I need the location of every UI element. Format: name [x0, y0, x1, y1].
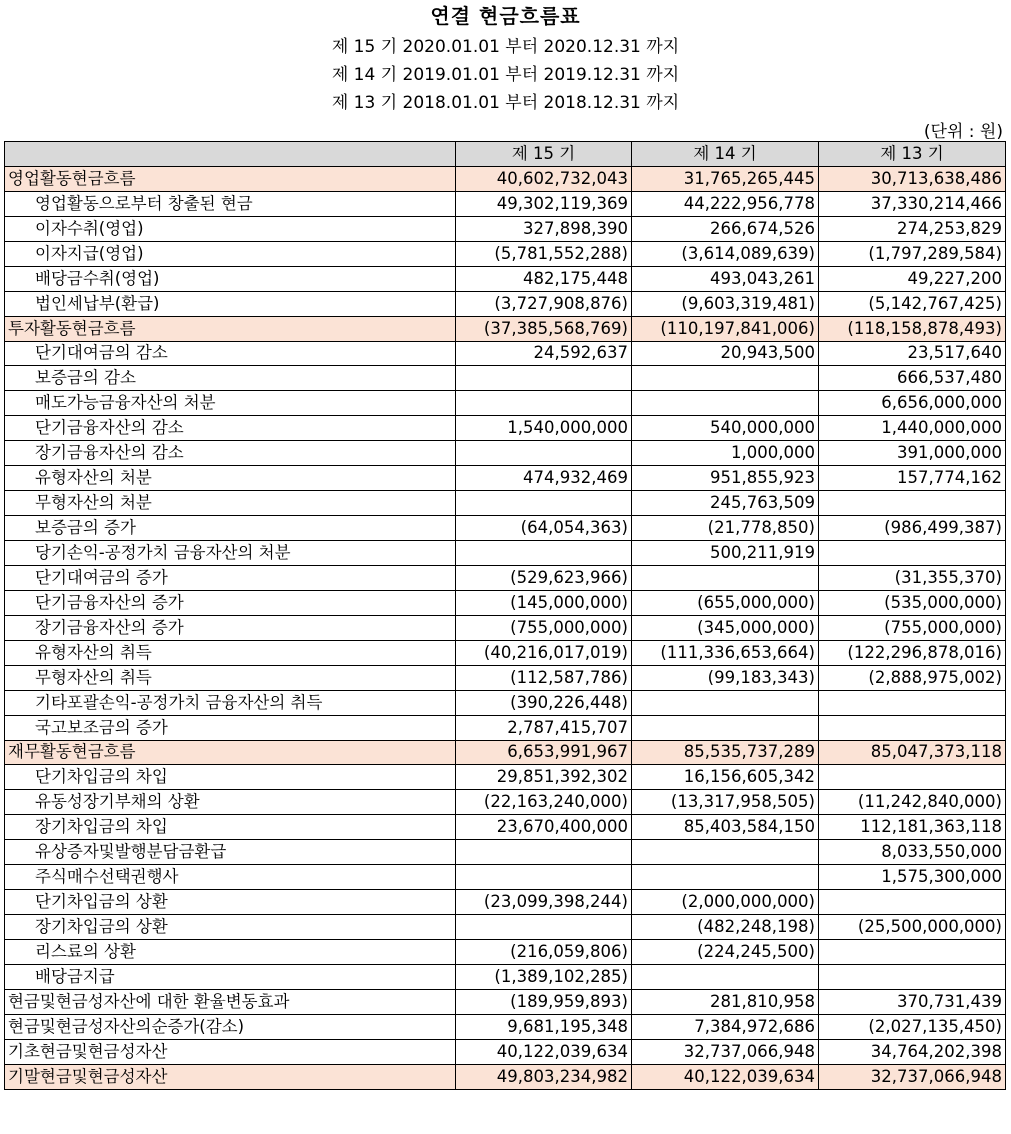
value-cell-14 [632, 865, 819, 890]
value-cell-14: (482,248,198) [632, 915, 819, 940]
value-cell-15: 327,898,390 [456, 216, 632, 241]
value-cell-14: 1,000,000 [632, 441, 819, 466]
row-label: 단기금융자산의 감소 [5, 416, 456, 441]
value-cell-13: 49,227,200 [819, 266, 1006, 291]
table-row [5, 940, 1006, 965]
value-cell-15: (755,000,000) [456, 615, 632, 640]
value-cell-14: 281,810,958 [632, 989, 819, 1014]
value-cell-14: 245,763,509 [632, 491, 819, 516]
table-row [5, 715, 1006, 740]
row-label: 보증금의 증가 [5, 516, 456, 541]
value-cell-14: (224,245,500) [632, 940, 819, 965]
value-cell-13: 157,774,162 [819, 466, 1006, 491]
value-cell-14: (345,000,000) [632, 615, 819, 640]
value-cell-14: (13,317,958,505) [632, 790, 819, 815]
value-cell-14: 540,000,000 [632, 416, 819, 441]
value-cell-15 [456, 441, 632, 466]
value-cell-14 [632, 964, 819, 989]
period-line-15: 제 15 기 2020.01.01 부터 2020.12.31 까지 [331, 37, 680, 57]
table-row [5, 291, 1006, 316]
row-label: 이자수취(영업) [5, 216, 456, 241]
value-cell-15: 2,787,415,707 [456, 715, 632, 740]
row-label: 유상증자및발행분담금환급 [5, 840, 456, 865]
row-label: 현금및현금성자산의순증가(감소) [5, 1014, 456, 1039]
value-cell-13 [819, 541, 1006, 566]
value-cell-14: 40,122,039,634 [632, 1064, 819, 1089]
header-row [5, 142, 1006, 167]
value-cell-14 [632, 366, 819, 391]
row-label: 무형자산의 처분 [5, 491, 456, 516]
value-cell-14: (111,336,653,664) [632, 640, 819, 665]
value-cell-13: (755,000,000) [819, 615, 1006, 640]
period-line-13: 제 13 기 2018.01.01 부터 2018.12.31 까지 [331, 93, 680, 113]
table-row [5, 416, 1006, 441]
row-label: 단기금융자산의 증가 [5, 590, 456, 615]
value-cell-13: (11,242,840,000) [819, 790, 1006, 815]
value-cell-13: (5,142,767,425) [819, 291, 1006, 316]
table-row [5, 491, 1006, 516]
row-label: 배당금지급 [5, 964, 456, 989]
row-label: 장기차입금의 상환 [5, 915, 456, 940]
table-row [5, 890, 1006, 915]
value-cell-14: (2,000,000,000) [632, 890, 819, 915]
table-row [5, 565, 1006, 590]
table-row [5, 765, 1006, 790]
value-cell-13: (2,888,975,002) [819, 665, 1006, 690]
table-row [5, 665, 1006, 690]
value-cell-14: 500,211,919 [632, 541, 819, 566]
value-cell-13: 370,731,439 [819, 989, 1006, 1014]
value-cell-15: (23,099,398,244) [456, 890, 632, 915]
table-row [5, 441, 1006, 466]
value-cell-14: 31,765,265,445 [632, 166, 819, 191]
value-cell-14: 493,043,261 [632, 266, 819, 291]
value-cell-14 [632, 391, 819, 416]
row-label: 단기차입금의 상환 [5, 890, 456, 915]
table-row [5, 1039, 1006, 1064]
column-header-14: 제 14 기 [632, 142, 819, 167]
table-row [5, 366, 1006, 391]
row-label: 장기금융자산의 증가 [5, 615, 456, 640]
table-row [5, 690, 1006, 715]
value-cell-15: (37,385,568,769) [456, 316, 632, 341]
table-row [5, 915, 1006, 940]
section-row [5, 166, 1006, 191]
row-label: 기초현금및현금성자산 [5, 1039, 456, 1064]
value-cell-15 [456, 840, 632, 865]
value-cell-14: 85,535,737,289 [632, 740, 819, 765]
value-cell-13 [819, 491, 1006, 516]
value-cell-15: (390,226,448) [456, 690, 632, 715]
value-cell-15: (1,389,102,285) [456, 964, 632, 989]
table-row [5, 341, 1006, 366]
row-label: 배당금수취(영업) [5, 266, 456, 291]
value-cell-13: (118,158,878,493) [819, 316, 1006, 341]
row-label: 기타포괄손익-공정가치 금융자산의 취득 [5, 690, 456, 715]
header-blank-cell [5, 142, 456, 167]
value-cell-15 [456, 391, 632, 416]
value-cell-14 [632, 715, 819, 740]
row-label: 단기대여금의 감소 [5, 341, 456, 366]
section-row [5, 1064, 1006, 1089]
cash-flow-table [4, 141, 1006, 1090]
value-cell-13: 391,000,000 [819, 441, 1006, 466]
value-cell-13 [819, 964, 1006, 989]
table-row [5, 640, 1006, 665]
section-row [5, 740, 1006, 765]
row-label: 당기손익-공정가치 금융자산의 처분 [5, 541, 456, 566]
value-cell-15: 482,175,448 [456, 266, 632, 291]
value-cell-13: 1,440,000,000 [819, 416, 1006, 441]
row-label: 유형자산의 취득 [5, 640, 456, 665]
value-cell-15: (216,059,806) [456, 940, 632, 965]
value-cell-15: 29,851,392,302 [456, 765, 632, 790]
value-cell-13: (31,355,370) [819, 565, 1006, 590]
value-cell-13: 666,537,480 [819, 366, 1006, 391]
table-row [5, 964, 1006, 989]
value-cell-15: 40,602,732,043 [456, 166, 632, 191]
value-cell-13: 112,181,363,118 [819, 815, 1006, 840]
table-row [5, 1014, 1006, 1039]
value-cell-13 [819, 890, 1006, 915]
table-row [5, 191, 1006, 216]
value-cell-15: (40,216,017,019) [456, 640, 632, 665]
value-cell-14: 85,403,584,150 [632, 815, 819, 840]
row-label: 주식매수선택권행사 [5, 865, 456, 890]
row-label: 보증금의 감소 [5, 366, 456, 391]
value-cell-13 [819, 715, 1006, 740]
column-header-13: 제 13 기 [819, 142, 1006, 167]
row-label: 영업활동으로부터 창출된 현금 [5, 191, 456, 216]
table-row [5, 466, 1006, 491]
row-label: 재무활동현금흐름 [5, 740, 456, 765]
row-label: 장기금융자산의 감소 [5, 441, 456, 466]
section-row [5, 316, 1006, 341]
table-row [5, 216, 1006, 241]
value-cell-14: (9,603,319,481) [632, 291, 819, 316]
value-cell-13: 37,330,214,466 [819, 191, 1006, 216]
value-cell-14: (655,000,000) [632, 590, 819, 615]
value-cell-15: (189,959,893) [456, 989, 632, 1014]
value-cell-14 [632, 690, 819, 715]
table-row [5, 266, 1006, 291]
period-line-14: 제 14 기 2019.01.01 부터 2019.12.31 까지 [331, 65, 680, 85]
value-cell-15: 40,122,039,634 [456, 1039, 632, 1064]
value-cell-14: 266,674,526 [632, 216, 819, 241]
row-label: 영업활동현금흐름 [5, 166, 456, 191]
value-cell-15: (5,781,552,288) [456, 241, 632, 266]
value-cell-13: (25,500,000,000) [819, 915, 1006, 940]
value-cell-15: (64,054,363) [456, 516, 632, 541]
value-cell-15: 24,592,637 [456, 341, 632, 366]
table-row [5, 391, 1006, 416]
row-label: 이자지급(영업) [5, 241, 456, 266]
value-cell-15: 49,803,234,982 [456, 1064, 632, 1089]
row-label: 리스료의 상환 [5, 940, 456, 965]
value-cell-15: 23,670,400,000 [456, 815, 632, 840]
page-title: 연결 현금흐름표 [430, 4, 581, 28]
value-cell-14: 32,737,066,948 [632, 1039, 819, 1064]
value-cell-15: 6,653,991,967 [456, 740, 632, 765]
value-cell-14: 44,222,956,778 [632, 191, 819, 216]
value-cell-13: (535,000,000) [819, 590, 1006, 615]
table-row [5, 840, 1006, 865]
value-cell-13: (986,499,387) [819, 516, 1006, 541]
value-cell-15: 1,540,000,000 [456, 416, 632, 441]
value-cell-15 [456, 491, 632, 516]
value-cell-15 [456, 865, 632, 890]
row-label: 법인세납부(환급) [5, 291, 456, 316]
value-cell-15: (3,727,908,876) [456, 291, 632, 316]
table-row [5, 790, 1006, 815]
value-cell-15 [456, 366, 632, 391]
value-cell-14: 7,384,972,686 [632, 1014, 819, 1039]
value-cell-14: (21,778,850) [632, 516, 819, 541]
table-row [5, 541, 1006, 566]
value-cell-13 [819, 940, 1006, 965]
unit-label: (단위 : 원) [923, 122, 1003, 142]
row-label: 기말현금및현금성자산 [5, 1064, 456, 1089]
row-label: 유동성장기부채의 상환 [5, 790, 456, 815]
value-cell-13 [819, 690, 1006, 715]
table-row [5, 815, 1006, 840]
row-label: 무형자산의 취득 [5, 665, 456, 690]
value-cell-14: 951,855,923 [632, 466, 819, 491]
value-cell-14 [632, 840, 819, 865]
value-cell-14: (3,614,089,639) [632, 241, 819, 266]
value-cell-13: 30,713,638,486 [819, 166, 1006, 191]
value-cell-13: 274,253,829 [819, 216, 1006, 241]
value-cell-14: (110,197,841,006) [632, 316, 819, 341]
row-label: 국고보조금의 증가 [5, 715, 456, 740]
row-label: 유형자산의 처분 [5, 466, 456, 491]
value-cell-15: 9,681,195,348 [456, 1014, 632, 1039]
value-cell-13: 23,517,640 [819, 341, 1006, 366]
row-label: 투자활동현금흐름 [5, 316, 456, 341]
value-cell-13: 6,656,000,000 [819, 391, 1006, 416]
row-label: 매도가능금융자산의 처분 [5, 391, 456, 416]
value-cell-13: (2,027,135,450) [819, 1014, 1006, 1039]
table-row [5, 516, 1006, 541]
value-cell-15: (22,163,240,000) [456, 790, 632, 815]
value-cell-13 [819, 765, 1006, 790]
table-row [5, 590, 1006, 615]
value-cell-14: 20,943,500 [632, 341, 819, 366]
value-cell-15: 474,932,469 [456, 466, 632, 491]
table-row [5, 865, 1006, 890]
value-cell-15 [456, 541, 632, 566]
table-row [5, 989, 1006, 1014]
value-cell-15: (112,587,786) [456, 665, 632, 690]
value-cell-14 [632, 565, 819, 590]
value-cell-13: 34,764,202,398 [819, 1039, 1006, 1064]
value-cell-15: (529,623,966) [456, 565, 632, 590]
value-cell-13: 32,737,066,948 [819, 1064, 1006, 1089]
value-cell-13: (122,296,878,016) [819, 640, 1006, 665]
value-cell-15: 49,302,119,369 [456, 191, 632, 216]
row-label: 장기차입금의 차입 [5, 815, 456, 840]
table-row [5, 615, 1006, 640]
row-label: 단기대여금의 증가 [5, 565, 456, 590]
value-cell-15: (145,000,000) [456, 590, 632, 615]
value-cell-15 [456, 915, 632, 940]
table-body [5, 166, 1006, 1089]
value-cell-14: (99,183,343) [632, 665, 819, 690]
row-label: 단기차입금의 차입 [5, 765, 456, 790]
value-cell-14: 16,156,605,342 [632, 765, 819, 790]
value-cell-13: 8,033,550,000 [819, 840, 1006, 865]
value-cell-13: 85,047,373,118 [819, 740, 1006, 765]
column-header-15: 제 15 기 [456, 142, 632, 167]
value-cell-13: (1,797,289,584) [819, 241, 1006, 266]
value-cell-13: 1,575,300,000 [819, 865, 1006, 890]
row-label: 현금및현금성자산에 대한 환율변동효과 [5, 989, 456, 1014]
table-row [5, 241, 1006, 266]
